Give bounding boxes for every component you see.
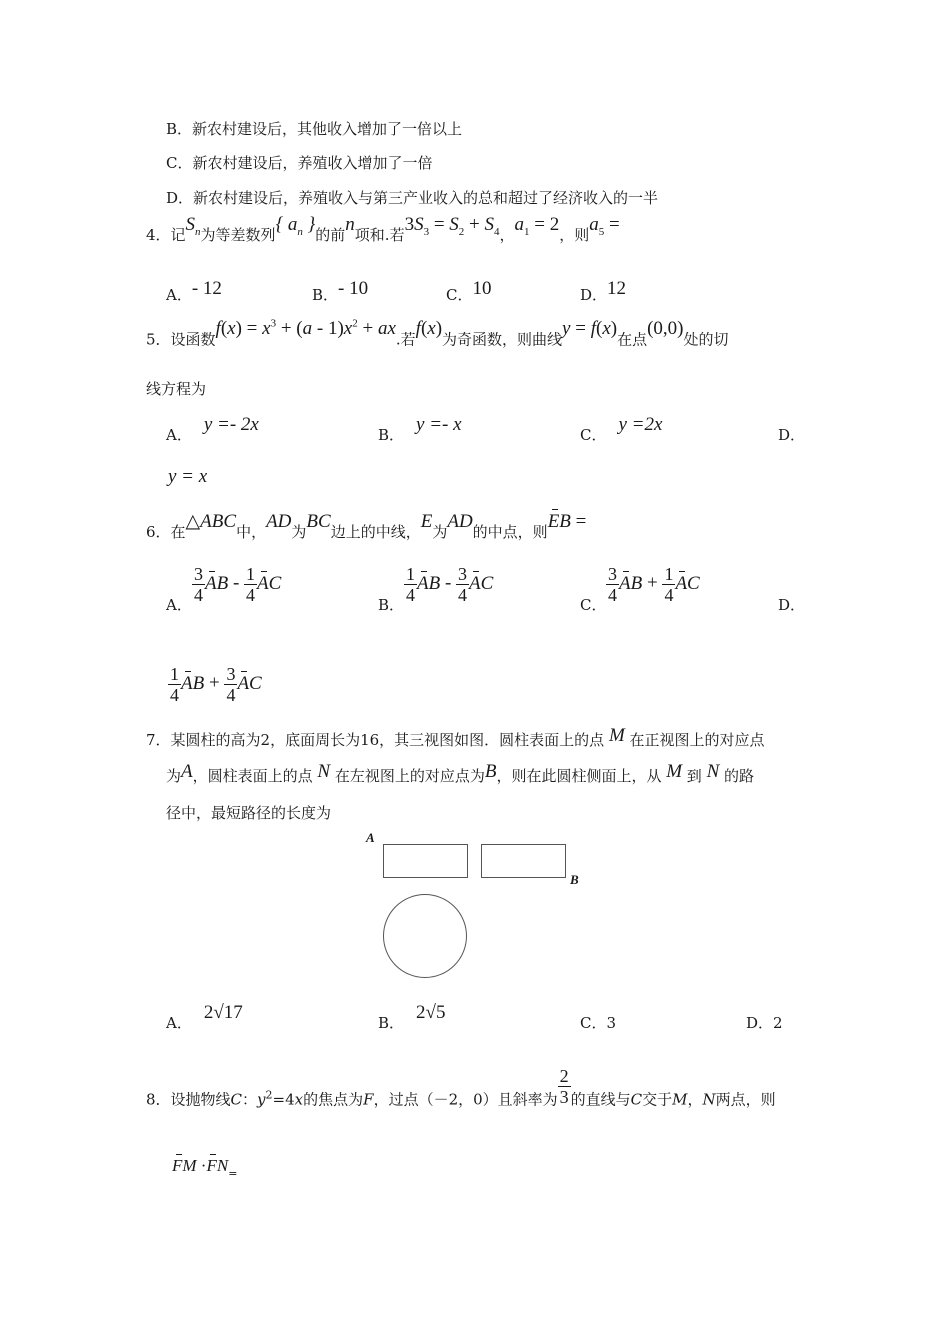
q6-option-d-expr: $\frac{1}{4}$ AB + $\frac{3}{4}$ AC	[170, 664, 262, 705]
q6-option-a-label: A．	[166, 596, 192, 614]
q5-stem-line2: 线方程为	[146, 380, 207, 398]
q7-option-c: C．3	[580, 1014, 617, 1032]
q5-option-c: C． y =2x	[580, 414, 663, 444]
q6-option-b-label: B．	[378, 596, 405, 614]
q7-stem-line3: 径中，最短路径的长度为	[166, 804, 332, 822]
q6-option-b-expr: $\frac{1}{4}$ AB - $\frac{3}{4}$ AC	[406, 564, 494, 605]
q6-option-c-label: C．	[580, 596, 607, 614]
q7-option-b: B． 2√5	[378, 1002, 446, 1032]
front-view-rect	[383, 844, 468, 878]
q3-option-d: D．新农村建设后，养殖收入与第三产业收入的总和超过了经济收入的一半	[166, 189, 659, 207]
q5-stem: 5．设函数$f(x) = x^3 + (a - 1)x^2$ + ax.若f(x)为奇函数，则曲线y = f(x)在点(0,0)处的切	[146, 318, 729, 349]
q4-option-d: D．12	[580, 278, 627, 304]
q6-option-a-expr: $\frac{3}{4}$ AB - $\frac{1}{4}$ AC	[194, 564, 282, 605]
q3-option-c: C．新农村建设后，养殖收入增加了一倍	[166, 154, 433, 172]
q3-option-b: B．新农村建设后，其他收入增加了一倍以上	[166, 120, 463, 138]
figure-label-b: B	[570, 872, 579, 887]
q7-option-d: D．2	[746, 1014, 783, 1032]
side-view-rect	[481, 844, 566, 878]
q4-option-b: B．- 10	[312, 278, 369, 304]
figure-label-a: A	[366, 830, 375, 845]
q7-option-a: A． 2√17	[166, 1002, 243, 1032]
top-view-circle	[383, 894, 467, 978]
q7-stem-line2: 为A，圆柱表面上的点 N 在左视图上的对应点为B，则在此圆柱侧面上，从 M 到 N 的路	[166, 761, 755, 785]
q5-option-d-label: D．	[778, 426, 806, 444]
q5-option-b: B． y =- x	[378, 414, 462, 444]
q4-option-c: C．10	[446, 278, 492, 304]
q8-stem: 8．设抛物线C：$y^2=4x$的焦点为F，过点（－2，0）且斜率为 $\frac{2}{3}$ 的直线与C交于M，N两点，则	[146, 1066, 776, 1109]
q6-stem: 6．在△ABC中，AD为BC边上的中线，E为AD的中点，则EB =	[146, 511, 587, 541]
q6-option-d-label: D．	[778, 596, 806, 614]
q4-option-a: A．- 12	[166, 278, 222, 304]
q4-stem: 4．记$S_n$为等差数列{ $a_n$ }的前n项和.若$3S_3 = S_2 + S_4$，$a_1 = 2$，则$a_5$ =	[146, 214, 620, 244]
q7-stem-line1: 7．某圆柱的高为2，底面周长为16，其三视图如图．圆柱表面上的点 M 在正视图上的对应点	[146, 725, 765, 749]
q8-expression: FM $\cdot FN_=$	[172, 1156, 238, 1180]
q5-option-d-value: y = x	[168, 466, 208, 487]
q6-option-c-expr: $\frac{3}{4}$ AB + $\frac{1}{4}$ AC	[608, 564, 700, 605]
q5-option-a: A． y =- 2x	[166, 414, 259, 444]
